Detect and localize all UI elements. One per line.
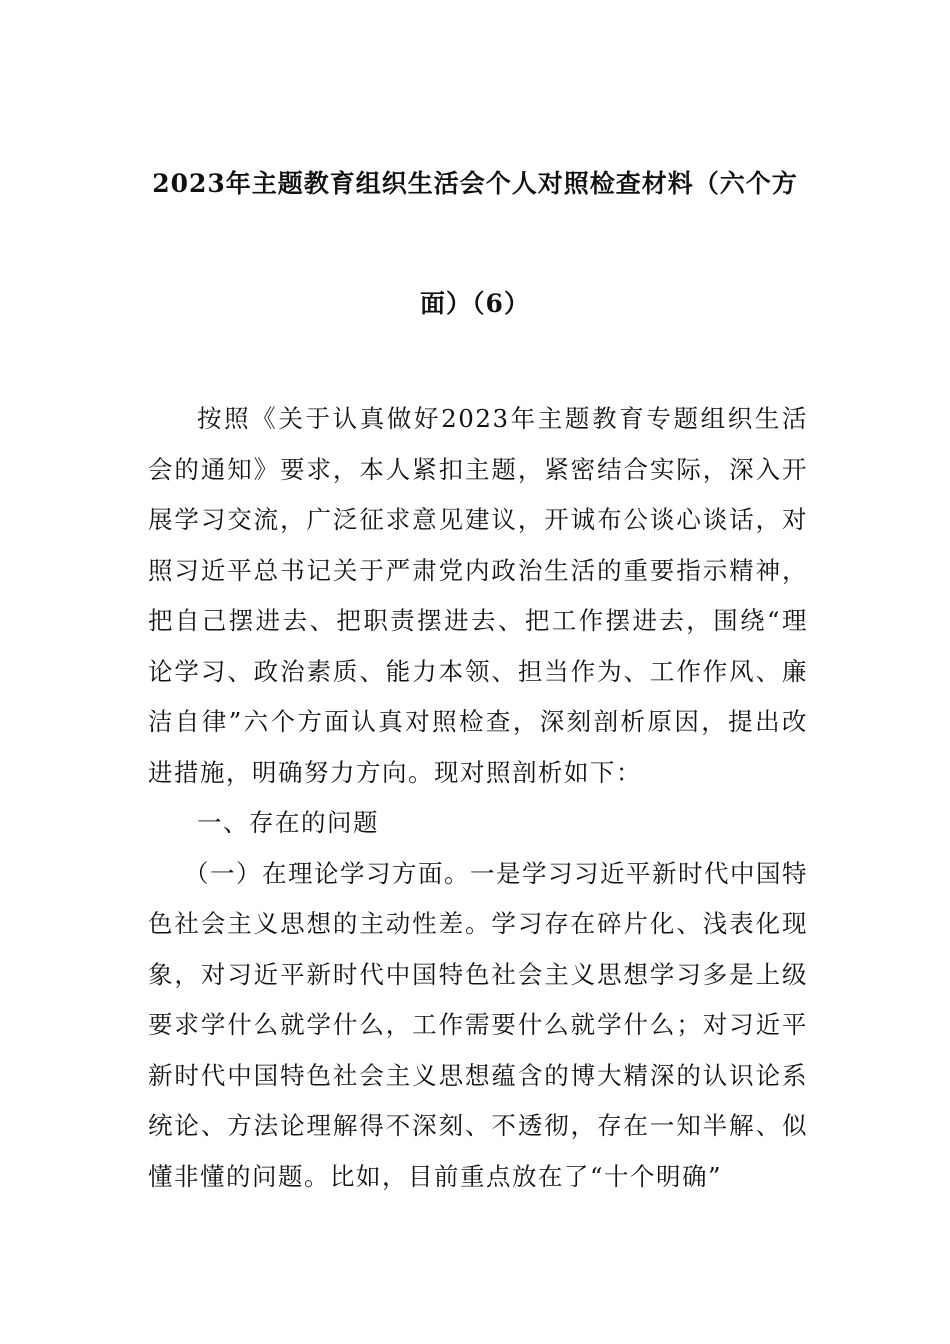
section-heading: 一、存在的问题 <box>197 808 379 837</box>
section-paragraph: （一）在理论学习方面。一是学习习近平新时代中国特色社会主义思想的主动性差。学习存在碎片化、浅表化现象，对习近平新时代中国特色社会主义思想学习多是上级要求学什么就学什么，工作需要什么就学什么；对习近平新时代中国特色社会主义思想蕴含的博大精深的认识论系统论、方法论理解得不深刻、不透彻，存在一知半解、似懂非懂的问题。比如，目前重点放在了“十个明确” <box>148 858 808 1191</box>
document-title-line-1: 2023年主题教育组织生活会个人对照检查材料（六个方 <box>152 169 798 198</box>
document-title-line-2: 面）（6） <box>420 289 530 318</box>
intro-paragraph: 按照《关于认真做好2023年主题教育专题组织生活会的通知》要求，本人紧扣主题，紧密结合实际，深入开展学习交流，广泛征求意见建议，开诚布公谈心谈话，对照习近平总书记关于严肃党内政治生活的重要指示精神，把自己摆进去、把职责摆进去、把工作摆进去，围绕“理论学习、政治素质、能力本领、担当作为、工作作风、廉洁自律”六个方面认真对照检查，深刻剖析原因，提出改进措施，明确努力方向。现对照剖析如下： <box>148 404 808 787</box>
document-body <box>148 394 808 1202</box>
